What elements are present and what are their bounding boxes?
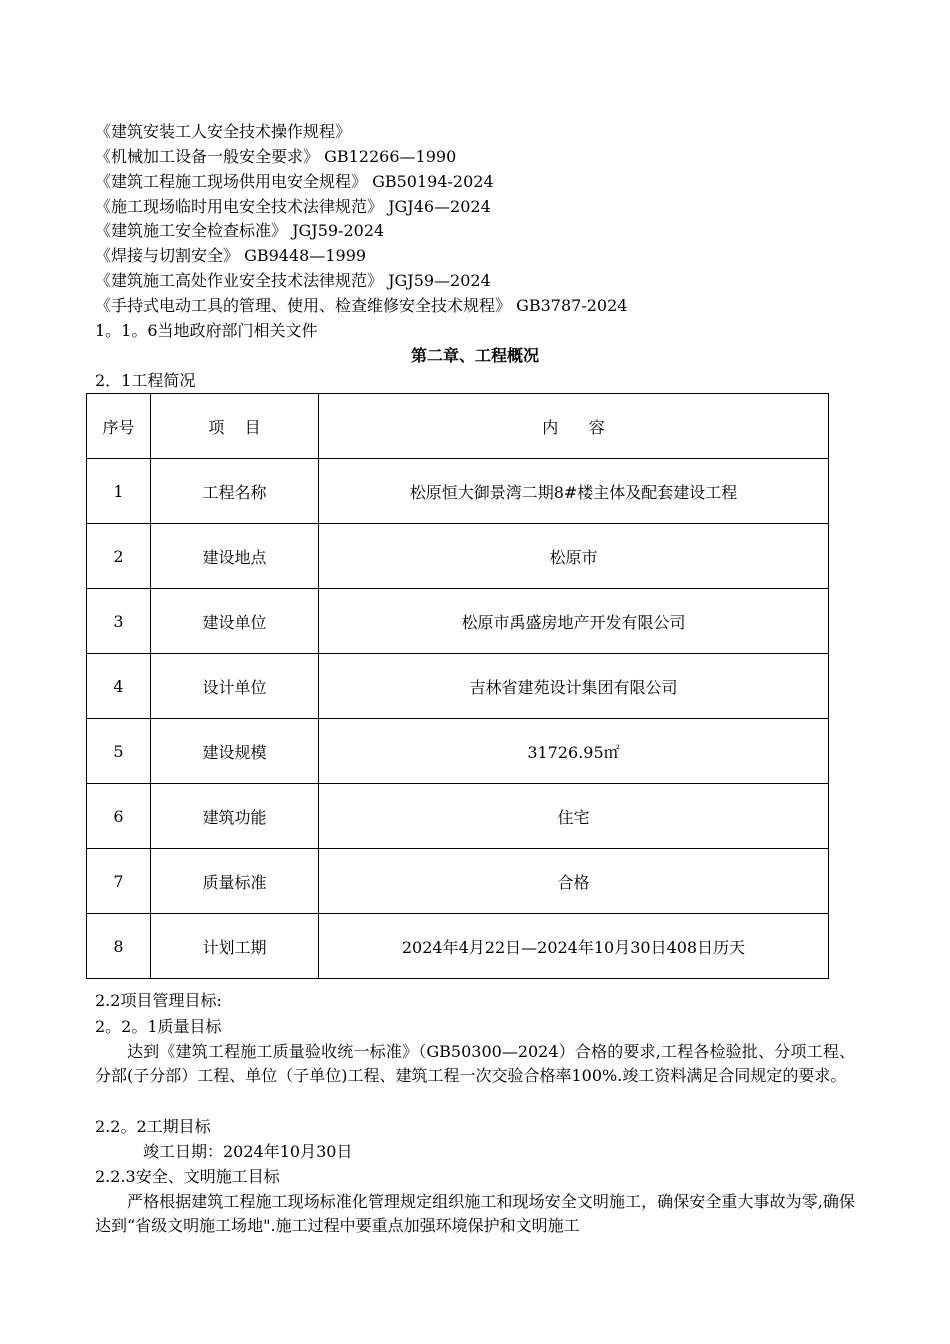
table-cell: 2024年4月22日—2024年10月30日408日历天 bbox=[319, 914, 829, 979]
table-header-row bbox=[87, 394, 829, 459]
table-row bbox=[87, 654, 829, 719]
reference-item: 《焊接与切割安全》 GB9448—1999 bbox=[95, 246, 367, 265]
table-cell: 工程名称 bbox=[151, 459, 319, 524]
table-row bbox=[87, 784, 829, 849]
table-row bbox=[87, 914, 829, 979]
table-cell: 设计单位 bbox=[151, 654, 319, 719]
chapter-title: 第二章、工程概况 bbox=[410, 346, 539, 365]
table-cell: 建设地点 bbox=[151, 524, 319, 589]
table-cell: 住宅 bbox=[319, 784, 829, 849]
table-cell: 4 bbox=[87, 654, 151, 719]
section-heading-221: 2。2。1质量目标 bbox=[95, 1017, 222, 1036]
table-cell: 1 bbox=[87, 459, 151, 524]
table-cell: 计划工期 bbox=[151, 914, 319, 979]
table-row bbox=[87, 849, 829, 914]
table-cell: 松原市禹盛房地产开发有限公司 bbox=[319, 589, 829, 654]
table-cell: 3 bbox=[87, 589, 151, 654]
table-row bbox=[87, 524, 829, 589]
section-heading-223: 2.2.3安全、文明施工目标 bbox=[95, 1167, 280, 1186]
table-row bbox=[87, 589, 829, 654]
reference-item: 《机械加工设备一般安全要求》 GB12266—1990 bbox=[95, 147, 457, 166]
section-heading-222: 2.2。2工期目标 bbox=[95, 1117, 211, 1136]
table-cell: 8 bbox=[87, 914, 151, 979]
table-cell: 吉林省建苑设计集团有限公司 bbox=[319, 654, 829, 719]
table-cell: 6 bbox=[87, 784, 151, 849]
table-cell: 建筑功能 bbox=[151, 784, 319, 849]
project-overview-table bbox=[86, 393, 829, 979]
header-cell: 序号 bbox=[87, 394, 151, 459]
header-cell: 内 容 bbox=[319, 394, 829, 459]
reference-item: 《施工现场临时用电安全技术法律规范》 JGJ46—2024 bbox=[95, 197, 491, 216]
table-cell: 松原恒大御景湾二期8#楼主体及配套建设工程 bbox=[319, 459, 829, 524]
reference-item: 《建筑工程施工现场供用电安全规程》 GB50194-2024 bbox=[95, 172, 494, 191]
quality-paragraph: 达到《建筑工程施工质量验收统一标准》（GB50300—2024）合格的要求,工程各检验批、分项工程、分部(子分部）工程、单位（子单位)工程、建筑工程一次交验合格率100%.竣工资料满足合同规定的要求。 bbox=[95, 1042, 855, 1085]
section-heading-22: 2.2项目管理目标: bbox=[95, 991, 222, 1010]
reference-item: 《手持式电动工具的管理、使用、检查维修安全技术规程》 GB3787-2024 bbox=[95, 296, 628, 315]
section-heading-116: 1。1。6当地政府部门相关文件 bbox=[95, 321, 318, 340]
table-cell: 建设规模 bbox=[151, 719, 319, 784]
table-cell: 5 bbox=[87, 719, 151, 784]
reference-item: 《建筑施工高处作业安全技术法律规范》 JGJ59—2024 bbox=[95, 271, 491, 290]
table-cell: 7 bbox=[87, 849, 151, 914]
table-cell: 质量标准 bbox=[151, 849, 319, 914]
schedule-paragraph: 竣工日期：2024年10月30日 bbox=[143, 1142, 353, 1161]
header-cell: 项 目 bbox=[151, 394, 319, 459]
table-cell: 建设单位 bbox=[151, 589, 319, 654]
table-cell: 2 bbox=[87, 524, 151, 589]
table-cell: 31726.95㎡ bbox=[319, 719, 829, 784]
reference-item: 《建筑安装工人安全技术操作规程》 bbox=[95, 122, 352, 141]
table-row bbox=[87, 459, 829, 524]
table-cell: 合格 bbox=[319, 849, 829, 914]
section-heading-21: 2．1工程简况 bbox=[95, 371, 196, 390]
table-row bbox=[87, 719, 829, 784]
table-cell: 松原市 bbox=[319, 524, 829, 589]
reference-item: 《建筑施工安全检查标准》 JGJ59-2024 bbox=[95, 221, 385, 240]
safety-paragraph: 严格根据建筑工程施工现场标准化管理规定组织施工和现场安全文明施工，确保安全重大事故为零,确保达到“省级文明施工场地".施工过程中要重点加强环境保护和文明施工 bbox=[95, 1192, 855, 1235]
